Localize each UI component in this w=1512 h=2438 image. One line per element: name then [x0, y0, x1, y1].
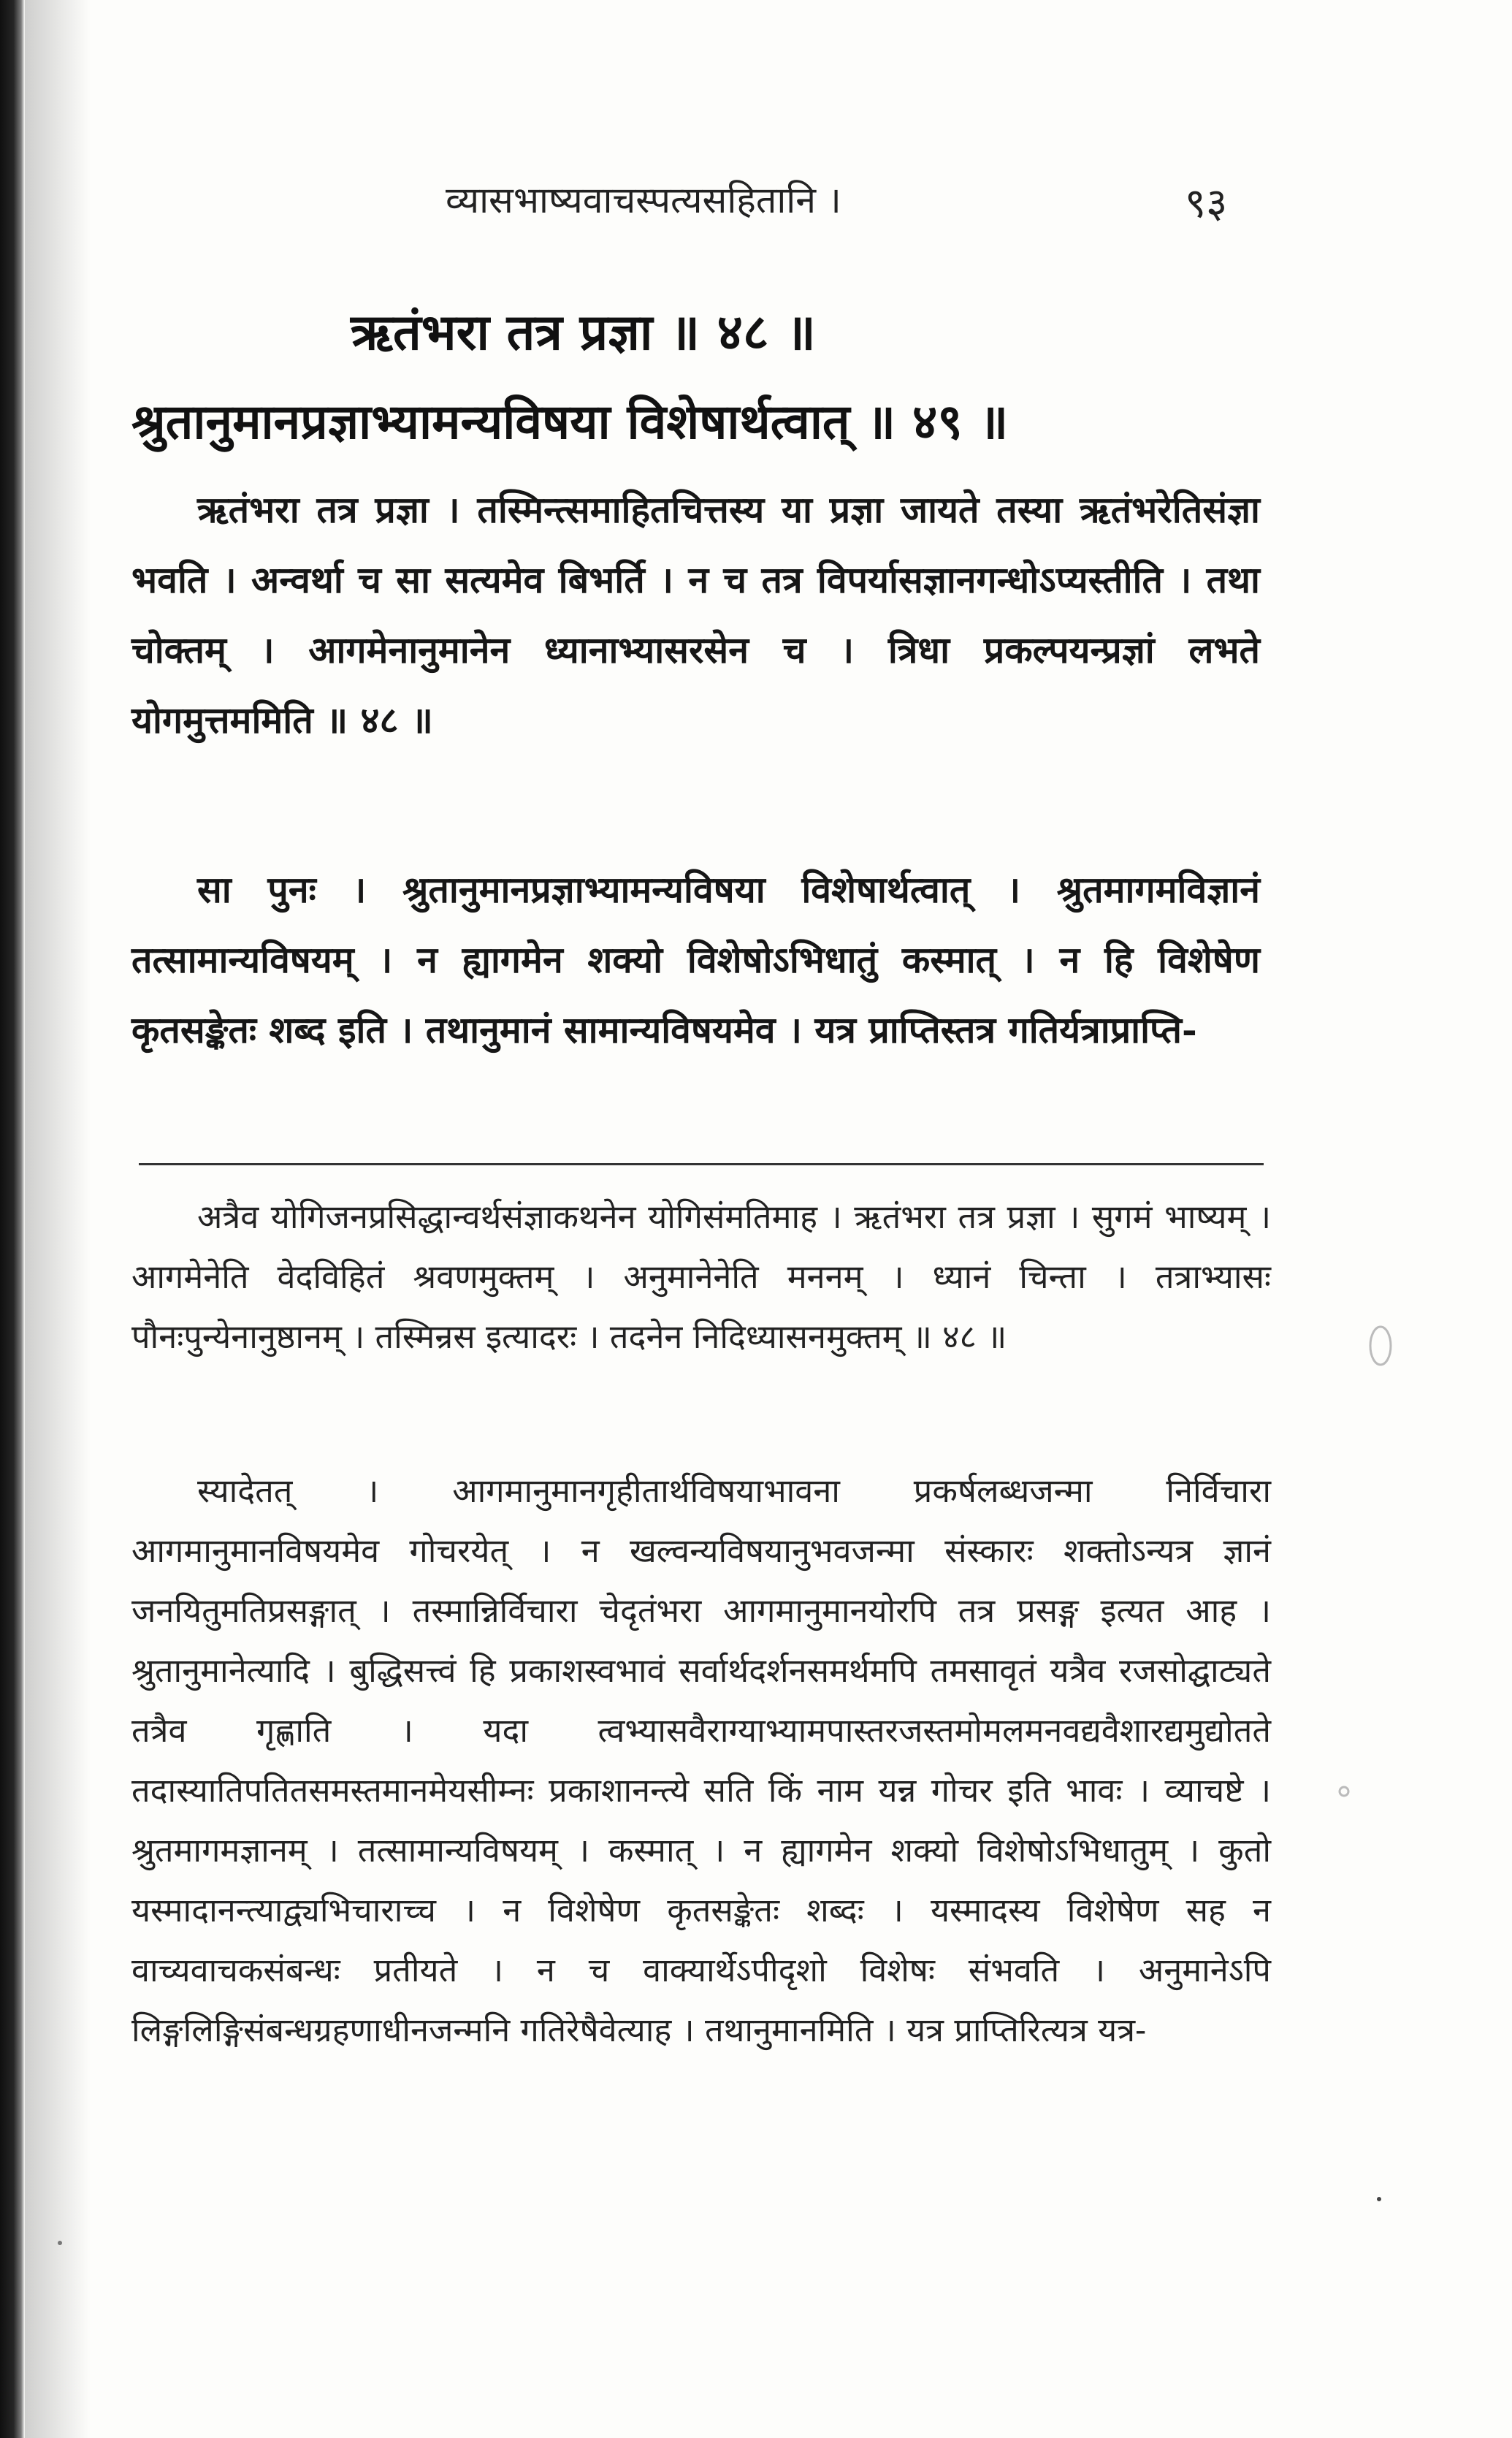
binding-shadow — [0, 0, 25, 2438]
sutra-48: ऋतंभरा तत्र प्रज्ञा ॥ ४८ ॥ — [351, 303, 816, 362]
bhashya-paragraph-48: ऋतंभरा तत्र प्रज्ञा । तस्मिन्त्समाहितचित्तस्य या प्रज्ञा जायते तस्या ऋतंभरेतिसंज्ञा भवति । अन्वर्था च सा सत्यमेव बिभर्ति । न च तत्र विपर्यासज्ञानगन्धोऽप्यस्तीति । तथा चोक्तम् । आगमेनानुमानेन ध्यानाभ्यासरसेन च । त्रिधा प्रकल्पयन्प्रज्ञां लभते योगमुत्तममिति ॥ ४८ ॥ — [131, 488, 1260, 742]
sutra-49: श्रुतानुमानप्रज्ञाभ्यामन्यविषया विशेषार्थत्वात् ॥ ४९ ॥ — [131, 393, 1009, 450]
tika-paragraph-48: अत्रैव योगिजनप्रसिद्धान्वर्थसंज्ञाकथनेन योगिसंमतिमाह । ऋतंभरा तत्र प्रज्ञा । सुगमं भाष्यम् । आगमेनेति वेदविहितं श्रवणमुक्तम् । अनुमानेनेति मननम् । ध्यानं चिन्ता । तत्राभ्यासः पौनःपुन्येनानुष्ठानम् । तस्मिन्रस इत्यादरः । तदनेन निदिध्यासनमुक्तम् ॥ ४८ ॥ — [131, 1197, 1271, 1356]
bhashya-paragraph-49: सा पुनः । श्रुतानुमानप्रज्ञाभ्यामन्यविषया विशेषार्थत्वात् । श्रुतमागमविज्ञानं तत्सामान्यविषयम् । न ह्यागमेन शक्यो विशेषोऽभिधातुं कस्मात् । न हि विशेषेण कृतसङ्केतः शब्द इति । तथानुमानं सामान्यविषयमेव । यत्र प्राप्तिस्तत्र गतिर्यत्राप्राप्ति- — [131, 868, 1260, 1051]
commentary-divider — [139, 1163, 1264, 1165]
tika-paragraph-49: स्यादेतत् । आगमानुमानगृहीतार्थविषयाभावना प्रकर्षलब्धजन्मा निर्विचारा आगमानुमानविषयमेव गोचरयेत् । न खल्वन्यविषयानुभवजन्मा संस्कारः शक्तोऽन्यत्र ज्ञानं जनयितुमतिप्रसङ्गात् । तस्मान्निर्विचारा चेदृतंभरा आगमानुमानयोरपि तत्र प्रसङ्ग इत्यत आह । श्रुतानुमानेत्यादि । बुद्धिसत्त्वं हि प्रकाशस्वभावं सर्वार्थदर्शनसमर्थमपि तमसावृतं यत्रैव रजसोद्घाट्यते तत्रैव गृह्णाति । यदा त्वभ्यासवैराग्याभ्यामपास्तरजस्तमोमलमनवद्यवैशारद्यमुद्योतते तदास्यातिपतितसमस्तमानमेयसीम्नः प्रकाशानन्त्ये सति किं नाम यन्न गोचर इति भावः । व्याचष्टे । श्रुतमागमज्ञानम् । तत्सामान्यविषयम् । कस्मात् । न ह्यागमेन शक्यो विशेषोऽभिधातुम् । कुतो यस्मादानन्त्याद्व्यभिचाराच्च । न विशेषेण कृतसङ्केतः शब्दः । यस्मादस्य विशेषेण सह न वाच्यवाचकसंबन्धः प्रतीयते । न च वाक्यार्थेऽपीदृशो विशेषः संभवति । अनुमानेऽपि लिङ्गलिङ्गिसंबन्धग्रहणाधीनजन्मनि गतिरेषैवेत्याह । तथानुमानमिति । यत्र प्राप्तिरित्यत्र यत्र- — [131, 1471, 1271, 2049]
running-title: व्यासभाष्यवाचस्पत्यसहितानि । — [446, 179, 841, 221]
page-number: ९३ — [1185, 180, 1228, 227]
binding-edge — [25, 0, 91, 2438]
